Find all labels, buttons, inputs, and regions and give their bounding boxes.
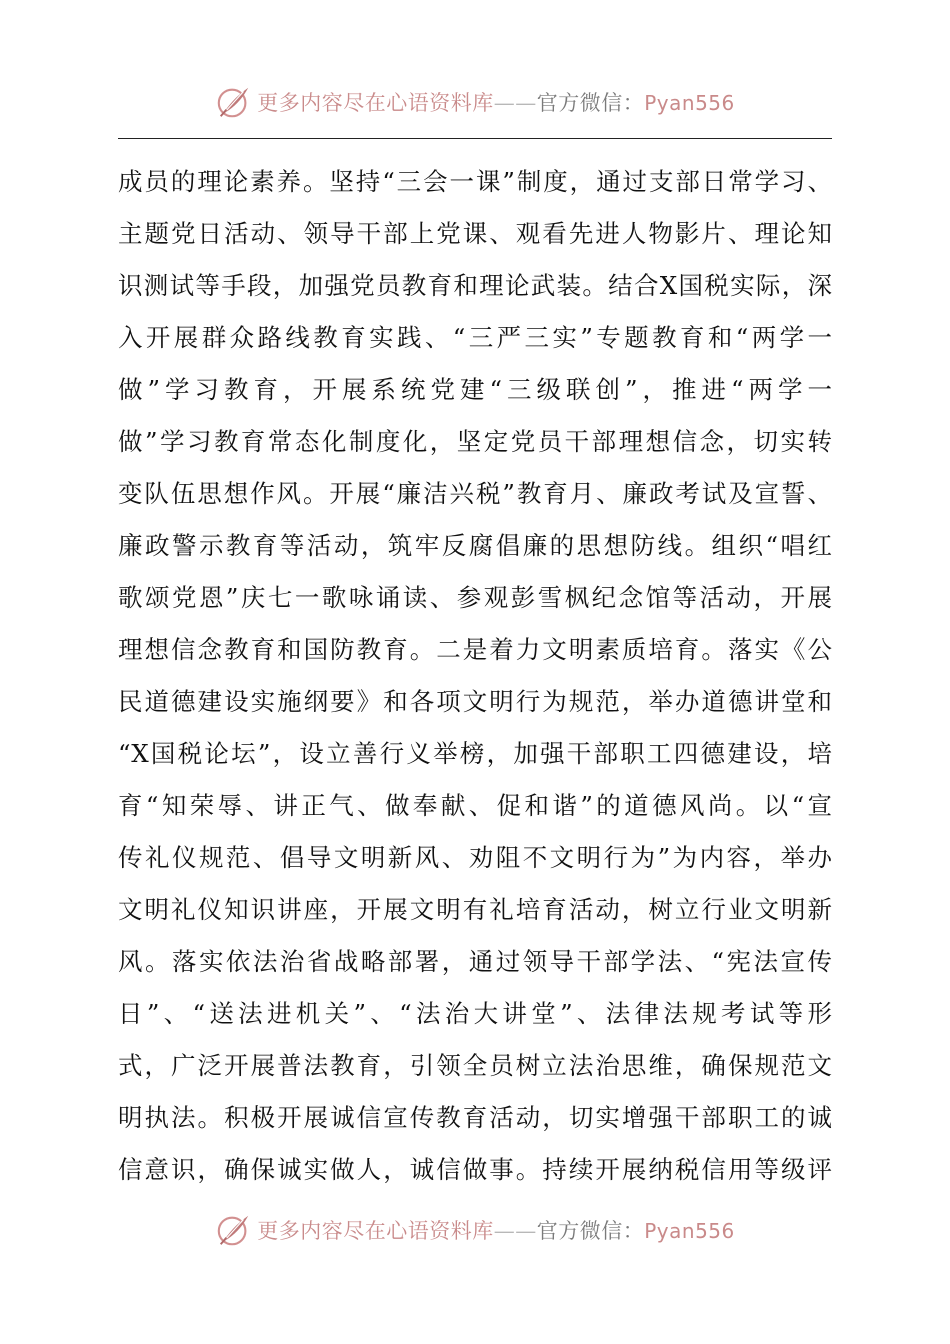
- text-line: 明执法。积极开展诚信宣传教育活动，切实增强干部职工的诚: [118, 1103, 832, 1132]
- text-line: 民道德建设实施纲要》和各项文明行为规范，举办道德讲堂和: [118, 687, 832, 716]
- banner-main-text: 更多内容尽在心语资料库: [257, 1219, 494, 1243]
- text-line: 信意识，确保诚实做人，诚信做事。持续开展纳税信用等级评: [118, 1155, 832, 1184]
- header-divider: [118, 138, 832, 139]
- text-line: 做”学习教育，开展系统党建“三级联创”，推进“两学一: [118, 375, 832, 404]
- text-line: 做”学习教育常态化制度化，坚定党员干部理想信念，切实转: [118, 427, 832, 456]
- banner-wechat-label: 官方微信：: [536, 1219, 645, 1243]
- banner-text: [257, 1215, 735, 1245]
- text-line: 变队伍思想作风。开展“廉洁兴税”教育月、廉政考试及宣誓、: [118, 479, 832, 508]
- banner-wechat-label: 官方微信：: [536, 91, 645, 115]
- text-line: “X国税论坛”，设立善行义举榜，加强干部职工四德建设，培: [118, 739, 832, 768]
- text-line: 育“知荣辱、讲正气、做奉献、促和谐”的道德风尚。以“宣: [118, 791, 832, 820]
- text-line: 识测试等手段，加强党员教育和理论武装。结合X国税实际，深: [118, 271, 832, 300]
- header-watermark-banner: [0, 82, 950, 122]
- text-line: 理想信念教育和国防教育。二是着力文明素质培育。落实《公: [118, 635, 832, 664]
- text-line: 文明礼仪知识讲座，开展文明有礼培育活动，树立行业文明新: [118, 895, 832, 924]
- text-line: 成员的理论素养。坚持“三会一课”制度，通过支部日常学习、: [118, 167, 832, 196]
- quill-pen-logo-icon: [215, 1211, 253, 1249]
- banner-separator: ——: [493, 1219, 537, 1243]
- text-line: 日”、“送法进机关”、“法治大讲堂”、法律法规考试等形: [118, 999, 832, 1028]
- banner-separator: ——: [493, 91, 537, 115]
- text-line: 式，广泛开展普法教育，引领全员树立法治思维，确保规范文: [118, 1051, 832, 1080]
- text-line: 入开展群众路线教育实践、“三严三实”专题教育和“两学一: [118, 323, 832, 352]
- banner-text: [257, 87, 735, 117]
- banner-main-text: 更多内容尽在心语资料库: [257, 91, 494, 115]
- text-line: 风。落实依法治省战略部署，通过领导干部学法、“宪法宣传: [118, 947, 832, 976]
- banner-wechat-id: Pyan556: [644, 1219, 735, 1243]
- quill-pen-logo-icon: [215, 83, 253, 121]
- document-body: [118, 156, 832, 1196]
- footer-watermark-banner: [0, 1210, 950, 1250]
- text-line: 廉政警示教育等活动，筑牢反腐倡廉的思想防线。组织“唱红: [118, 531, 832, 560]
- text-line: 主题党日活动、领导干部上党课、观看先进人物影片、理论知: [118, 219, 832, 248]
- banner-wechat-id: Pyan556: [644, 91, 735, 115]
- text-line: 传礼仪规范、倡导文明新风、劝阻不文明行为”为内容，举办: [118, 843, 832, 872]
- text-line: 歌颂党恩”庆七一歌咏诵读、参观彭雪枫纪念馆等活动，开展: [118, 583, 832, 612]
